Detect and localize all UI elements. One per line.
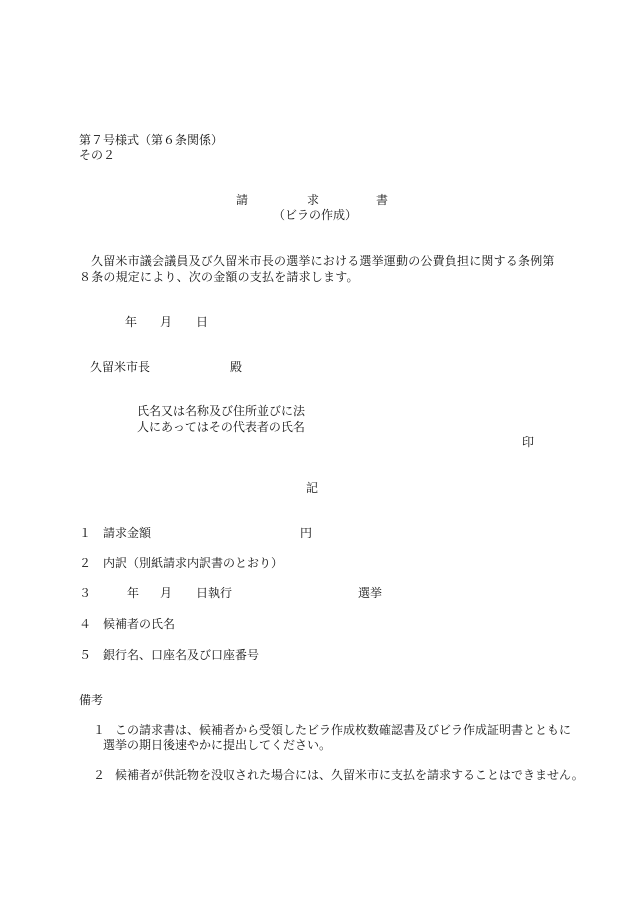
date-day: 日 bbox=[196, 315, 209, 329]
note-text: この請求書は、候補者から受領したビラ作成枚数確認書及びビラ作成証明書とともに bbox=[115, 723, 572, 737]
item-label: 候補者の氏名 bbox=[103, 617, 176, 631]
note-number: ２ bbox=[93, 768, 106, 782]
item-election: 選挙 bbox=[358, 586, 383, 600]
ki-heading: 記 bbox=[306, 481, 319, 495]
title-char: 求 bbox=[307, 193, 320, 207]
subtitle: （ビラの作成） bbox=[273, 208, 358, 222]
claimant-label: 人にあってはその代表者の氏名 bbox=[137, 420, 305, 434]
note-text: 選挙の期日後速やかに提出してください。 bbox=[103, 738, 332, 752]
item-label: 請求金額 bbox=[103, 526, 152, 540]
note-number: １ bbox=[93, 723, 106, 737]
title-char: 書 bbox=[376, 193, 389, 207]
item-number: ２ bbox=[79, 556, 92, 570]
item-label: 銀行名、口座名及び口座番号 bbox=[103, 648, 260, 662]
notes-heading: 備考 bbox=[79, 693, 104, 707]
claimant-label: 氏名又は名称及び住所並びに法 bbox=[137, 404, 306, 418]
note-text: 候補者が供託物を没収された場合には、久留米市に支払を請求することはできません。 bbox=[115, 768, 584, 782]
item-unit: 円 bbox=[300, 526, 313, 540]
item-year: 年 bbox=[127, 586, 140, 600]
form-number: 第７号様式（第６条関係） bbox=[79, 133, 224, 147]
addressee: 久留米市長 bbox=[90, 360, 151, 374]
title-char: 請 bbox=[236, 193, 249, 207]
item-number: ５ bbox=[79, 648, 92, 662]
seal-mark: 印 bbox=[522, 435, 535, 449]
body-line: ８条の規定により、次の金額の支払を請求します。 bbox=[79, 270, 359, 284]
item-day: 日執行 bbox=[196, 586, 233, 600]
date-month: 月 bbox=[160, 315, 173, 329]
item-month: 月 bbox=[160, 586, 173, 600]
item-number: ４ bbox=[79, 617, 92, 631]
form-sub: その２ bbox=[79, 148, 116, 162]
item-number: １ bbox=[79, 526, 92, 540]
honorific: 殿 bbox=[230, 360, 243, 374]
body-line: 久留米市議会議員及び久留米市長の選挙における選挙運動の公費負担に関する条例第 bbox=[91, 254, 555, 268]
item-label: 内訳（別紙請求内訳書のとおり） bbox=[103, 556, 284, 570]
date-year: 年 bbox=[125, 315, 138, 329]
item-number: ３ bbox=[79, 586, 92, 600]
